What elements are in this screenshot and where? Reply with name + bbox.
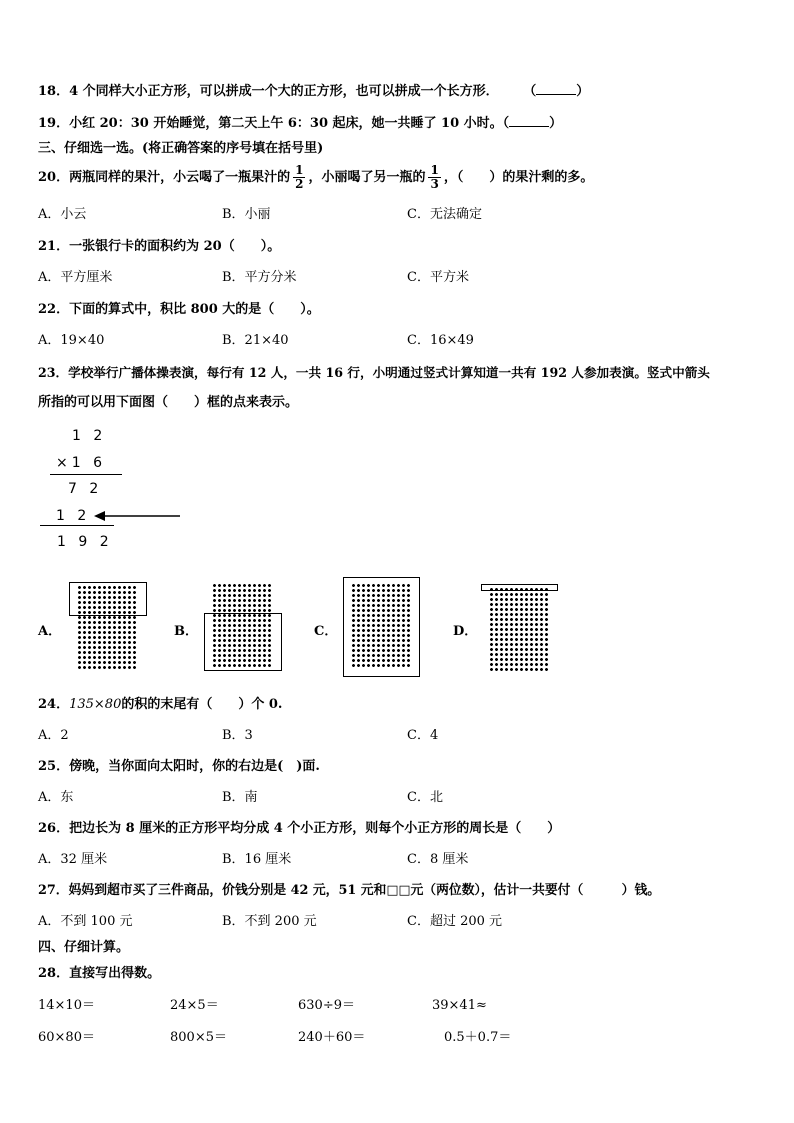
figure-label-a[interactable]: A． <box>38 624 62 639</box>
question-25: 25．傍晚，当你面向太阳时，你的右边是( )面. <box>38 759 320 774</box>
question-23-line2: 所指的可以用下面图（ ）框的点来表示。 <box>38 395 299 410</box>
question-18: 18．4 个同样大小正方形，可以拼成一个大的正方形，也可以拼成一个长方形． （ ） <box>38 84 590 99</box>
q26-option-a[interactable]: A．32 厘米 <box>38 852 108 867</box>
question-22: 22．下面的算式中，积比 800 大的是（ ）。 <box>38 302 320 317</box>
calc-item[interactable]: 14×10＝ <box>38 998 95 1013</box>
question-19: 19．小红 20：30 开始睡觉，第二天上午 6：30 起床，她一共睡了 10 小时。（ ） <box>38 116 563 131</box>
answer-blank-18[interactable] <box>536 82 576 95</box>
question-21: 21．一张银行卡的面积约为 20（ ）。 <box>38 239 281 254</box>
calc-row-2: ×1 6 <box>56 455 106 471</box>
calc-item[interactable]: 24×5＝ <box>170 998 219 1013</box>
dot-grid <box>489 587 549 671</box>
q27-option-a[interactable]: A．不到 100 元 <box>38 914 133 929</box>
section-heading-4: 四、仔细计算。 <box>38 940 130 955</box>
expression-135x80: 135×80 <box>69 697 122 712</box>
highlight-frame <box>204 613 282 671</box>
question-19-text: 19．小红 20：30 开始睡觉，第二天上午 6：30 起床，她一共睡了 10 小时。（ <box>38 116 510 131</box>
q20-option-c[interactable]: C．无法确定 <box>407 207 482 222</box>
fraction-one-third: $\frac{1}{3}$ <box>430 163 439 191</box>
figure-label-b[interactable]: B． <box>174 624 198 639</box>
q25-option-c[interactable]: C．北 <box>407 790 443 805</box>
question-24: 24．135×80的积的末尾有（ ）个 0. <box>38 697 283 712</box>
q27-option-b[interactable]: B．不到 200 元 <box>222 914 317 929</box>
calc-row-1: 1 2 <box>72 428 107 444</box>
q21-option-b[interactable]: B．平方分米 <box>222 270 297 285</box>
calc-item[interactable]: 630÷9＝ <box>298 998 355 1013</box>
calc-item[interactable]: 800×5＝ <box>170 1030 227 1045</box>
question-20-pre: 20．两瓶同样的果汁，小云喝了一瓶果汁的 <box>38 170 291 185</box>
fraction-one-half: $\frac{1}{2}$ <box>295 163 304 191</box>
q26-option-c[interactable]: C．8 厘米 <box>407 852 469 867</box>
figure-label-c[interactable]: C． <box>314 624 338 639</box>
q21-option-a[interactable]: A．平方厘米 <box>38 270 113 285</box>
q22-option-b[interactable]: B．21×40 <box>222 333 289 348</box>
calc-row-5: 1 9 2 <box>57 534 113 550</box>
q22-option-c[interactable]: C．16×49 <box>407 333 474 348</box>
question-28: 28．直接写出得数。 <box>38 966 161 981</box>
q20-option-b[interactable]: B．小丽 <box>222 207 271 222</box>
calc-item[interactable]: 39×41≈ <box>432 998 487 1013</box>
q24-option-a[interactable]: A．2 <box>38 728 69 743</box>
question-20: 20．两瓶同样的果汁，小云喝了一瓶果汁的 $\frac{1}{2}$ ，小丽喝了另一瓶的 $\frac{1}{3}$ ，（ ）的果汁剩的多。 <box>38 163 594 191</box>
arrow-icon <box>94 509 184 523</box>
calc-row-4: 1 2 <box>56 508 91 524</box>
calc-rule-2 <box>40 525 114 526</box>
calc-item[interactable]: 0.5＋0.7＝ <box>444 1030 512 1045</box>
section-heading-3: 三、仔细选一选。(将正确答案的序号填在括号里) <box>38 141 324 156</box>
highlight-frame <box>69 582 147 616</box>
q26-option-b[interactable]: B．16 厘米 <box>222 852 292 867</box>
figure-label-d[interactable]: D． <box>453 624 478 639</box>
q25-option-a[interactable]: A．东 <box>38 790 74 805</box>
q24-option-c[interactable]: C．4 <box>407 728 439 743</box>
q22-option-a[interactable]: A．19×40 <box>38 333 105 348</box>
q20-option-a[interactable]: A．小云 <box>38 207 87 222</box>
q27-option-c[interactable]: C．超过 200 元 <box>407 914 503 929</box>
question-18-text: 18．4 个同样大小正方形，可以拼成一个大的正方形，也可以拼成一个长方形． <box>38 84 499 99</box>
highlight-frame <box>343 577 420 677</box>
question-27: 27．妈妈到超市买了三件商品，价钱分别是 42 元，51 元和□□元（两位数），估计一共要付（ ）钱。 <box>38 883 661 898</box>
q21-option-c[interactable]: C．平方米 <box>407 270 469 285</box>
question-23-line1: 23．学校举行广播体操表演，每行有 12 人，一共 16 行，小明通过竖式计算知道一共有 192 人参加表演。竖式中箭头 <box>38 365 710 380</box>
question-26: 26．把边长为 8 厘米的正方形平均分成 4 个小正方形，则每个小正方形的周长是（ ） <box>38 821 561 836</box>
q25-option-b[interactable]: B．南 <box>222 790 258 805</box>
q24-option-b[interactable]: B．3 <box>222 728 253 743</box>
calc-row-3: 7 2 <box>68 481 103 497</box>
calc-item[interactable]: 60×80＝ <box>38 1030 95 1045</box>
calc-item[interactable]: 240＋60＝ <box>298 1030 366 1045</box>
answer-blank-19[interactable] <box>509 114 549 127</box>
calc-rule-1 <box>50 474 122 475</box>
